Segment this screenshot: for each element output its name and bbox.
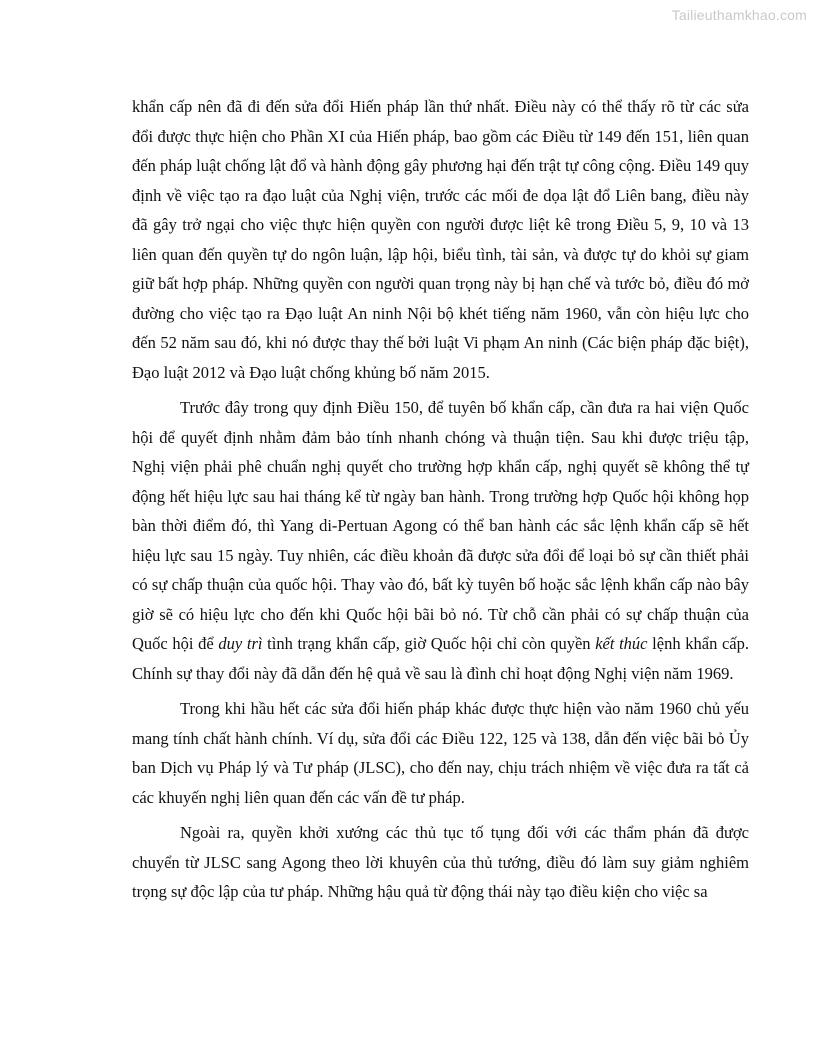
paragraph-3: Trong khi hầu hết các sửa đổi hiến pháp khác được thực hiện vào năm 1960 chủ yếu mang tính chất hành chính. Ví dụ, sửa đổi các Điều 122, 125 và 138, dẫn đến việc bãi bỏ Ủy ban Dịch vụ Pháp lý và Tư pháp (JLSC), cho đến nay, chịu trách nhiệm về việc đưa ra tất cả các khuyến nghị liên quan đến các vấn đề tư pháp. <box>132 699 749 807</box>
paragraph-4: Ngoài ra, quyền khởi xướng các thủ tục tố tụng đối với các thẩm phán đã được chuyển từ JLSC sang Agong theo lời khuyên của thủ tướng, điều đó làm suy giảm nghiêm trọng sự độc lập của tư pháp. Những hậu quả từ động thái này tạo điều kiện cho việc sa <box>132 823 749 901</box>
document-body <box>132 92 749 907</box>
italic-term-duy-tri: duy trì <box>218 634 263 653</box>
watermark: Tailieuthamkhao.com <box>671 7 807 23</box>
italic-term-ket-thuc: kết thúc <box>595 634 648 653</box>
paragraph-2 <box>132 393 749 688</box>
paragraph-2-text-b: tình trạng khẩn cấp, giờ Quốc hội chỉ còn quyền <box>262 634 596 653</box>
paragraph-2-text-a: Trước đây trong quy định Điều 150, để tuyên bố khẩn cấp, cần đưa ra hai viện Quốc hội để quyết định nhằm đảm bảo tính nhanh chóng và thuận tiện. Sau khi được triệu tập, Nghị viện phải phê chuẩn nghị quyết cho trường hợp khẩn cấp, nghị quyết sẽ không thể tự động hết hiệu lực sau hai tháng kể từ ngày ban hành. Trong trường hợp Quốc hội không họp bàn thời điểm đó, thì Yang di-Pertuan Agong có thể ban hành các sắc lệnh khẩn cấp sẽ hết hiệu lực sau 15 ngày. Tuy nhiên, các điều khoản đã được sửa đổi để loại bỏ sự cần thiết phải có sự chấp thuận của quốc hội. Thay vào đó, bất kỳ tuyên bố hoặc sắc lệnh khẩn cấp nào bây giờ sẽ có hiệu lực cho đến khi Quốc hội bãi bỏ nó. Từ chỗ cần phải có sự chấp thuận của Quốc hội để <box>132 398 749 653</box>
paragraph-2-text-c: lệnh khẩn cấp. Chính sự thay đổi này đã dẫn đến hệ quả về sau là đình chỉ hoạt động Nghị viện năm 1969. <box>132 634 750 683</box>
paragraph-1: khẩn cấp nên đã đi đến sửa đổi Hiến pháp lần thứ nhất. Điều này có thể thấy rõ từ các sửa đổi được thực hiện cho Phần XI của Hiến pháp, bao gồm các Điều từ 149 đến 151, liên quan đến pháp luật chống lật đổ và hành động gây phương hại đến trật tự công cộng. Điều 149 quy định về việc tạo ra đạo luật của Nghị viện, trước các mối đe dọa lật đổ Liên bang, điều này đã gây trở ngại cho việc thực hiện quyền con người được liệt kê trong Điều 5, 9, 10 và 13 liên quan đến quyền tự do ngôn luận, lập hội, biểu tình, tài sản, và được tự do khỏi sự giam giữ bất hợp pháp. Những quyền con người quan trọng này bị hạn chế và tước bỏ, điều đó mở đường cho việc tạo ra Đạo luật An ninh Nội bộ khét tiếng năm 1960, vẫn còn hiệu lực cho đến 52 năm sau đó, khi nó được thay thế bởi luật Vi phạm An ninh (Các biện pháp đặc biệt), Đạo luật 2012 và Đạo luật chống khủng bố năm 2015. <box>132 97 749 382</box>
